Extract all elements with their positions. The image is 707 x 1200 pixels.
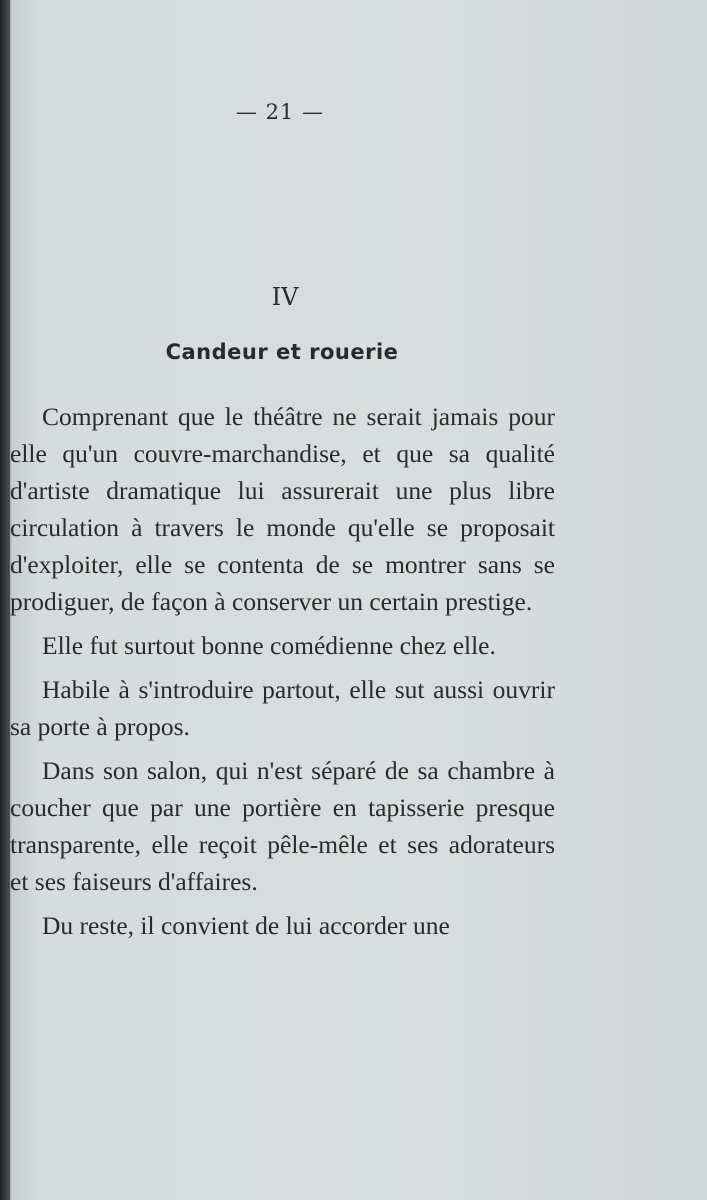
paragraph: Habile à s'introduire partout, elle sut aussi ouvrir sa porte à propos. <box>10 675 555 741</box>
book-spine-shadow <box>0 0 10 1200</box>
body-text <box>10 398 555 951</box>
paragraph: Du reste, il convient de lui accorder une <box>42 911 450 940</box>
paragraph: Elle fut surtout bonne comédienne chez elle. <box>42 631 496 660</box>
chapter-title: Candeur et rouerie <box>165 340 399 364</box>
paragraph: Dans son salon, qui n'est séparé de sa chambre à coucher que par une portière en tapisserie presque transparente, elle reçoit pêle-mêle et ses adorateurs et ses faiseurs d'affaires. <box>10 756 555 896</box>
chapter-numeral: IV <box>271 283 299 311</box>
page-number: — 21 — <box>235 100 325 124</box>
paragraph: Comprenant que le théâtre ne serait jamais pour elle qu'un couvre-marchandise, et que sa qualité d'artiste dramatique lui assurerait une plus libre circulation à travers le monde qu'elle se proposait d'exploiter, elle se contenta de se montrer sans se prodiguer, de façon à conserver un certain prestige. <box>10 402 555 616</box>
